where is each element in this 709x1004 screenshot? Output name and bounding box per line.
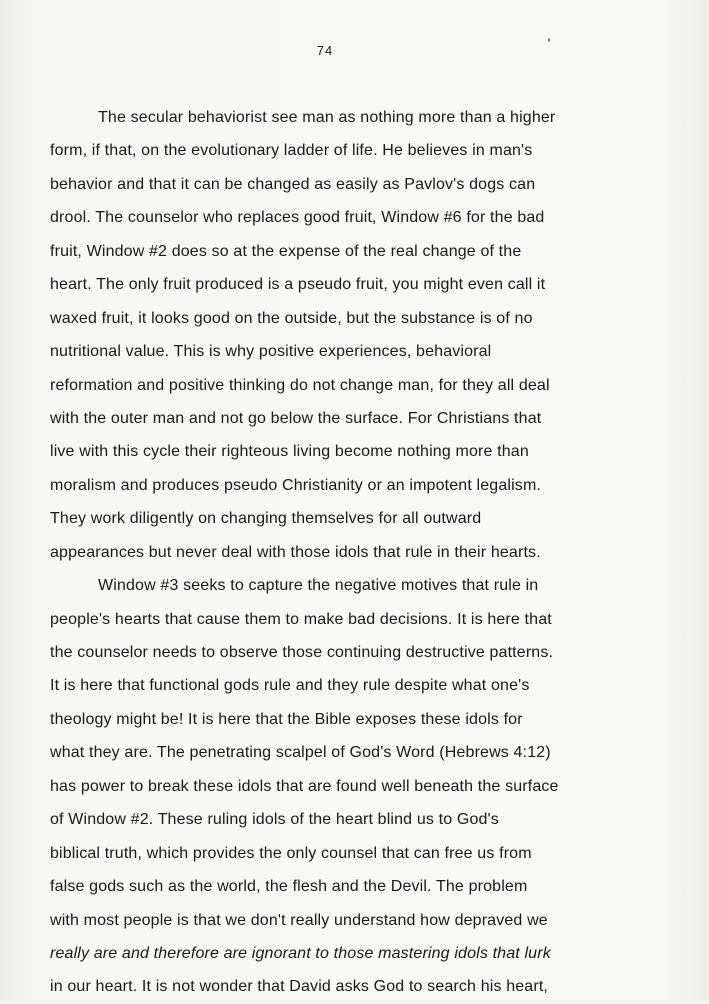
- paragraph-line: fruit, Window #2 does so at the expense of the real change of the: [50, 242, 522, 260]
- paragraph-line: with the outer man and not go below the surface. For Christians that: [50, 409, 542, 427]
- paragraph-line: It is here that functional gods rule and they rule despite what one's: [50, 677, 530, 695]
- paragraph-line: in our heart. It is not wonder that David asks God to search his heart,: [50, 978, 549, 996]
- paragraph-line: biblical truth, which provides the only counsel that can free us from: [50, 844, 532, 862]
- paragraph-line: The secular behaviorist see man as nothing more than a higher: [98, 109, 556, 126]
- paragraph-line: behavior and that it can be changed as easily as Pavlov's dogs can: [50, 175, 536, 193]
- paragraph-line: waxed fruit, it looks good on the outside, but the substance is of no: [50, 309, 533, 327]
- paragraph-line: Window #3 seeks to capture the negative motives that rule in: [98, 577, 539, 595]
- paragraph-line: people's hearts that cause them to make bad decisions. It is here that: [50, 610, 552, 628]
- paragraph-line: of Window #2. These ruling idols of the heart blind us to God's: [50, 811, 499, 829]
- paragraph-line: They work diligently on changing themselves for all outward: [50, 510, 482, 528]
- paragraph-line: really are and therefore are ignorant to those mastering idols that lurk: [50, 944, 551, 962]
- paragraph-line: the counselor needs to observe those continuing destructive patterns.: [50, 644, 554, 661]
- paragraph-line: drool. The counselor who replaces good fruit, Window #6 for the bad: [50, 209, 545, 227]
- paragraph-line: has power to break these idols that are found well beneath the surface: [50, 777, 559, 795]
- paragraph-line: with most people is that we don't really understand how depraved we: [50, 911, 548, 929]
- paragraph-line: moralism and produces pseudo Christianity or an impotent legalism.: [50, 476, 542, 494]
- page-number: 74: [316, 43, 334, 58]
- paragraph-line: live with this cycle their righteous living become nothing more than: [50, 443, 529, 461]
- paragraph-line: appearances but never deal with those idols that rule in their hearts.: [50, 543, 541, 561]
- paragraph-line: heart. The only fruit produced is a pseudo fruit, you might even call it: [50, 276, 546, 294]
- scan-speck: [548, 38, 550, 42]
- paragraph-line: theology might be! It is here that the Bible exposes these idols for: [50, 710, 523, 728]
- paragraph-line: form, if that, on the evolutionary ladder of life. He believes in man's: [50, 142, 533, 160]
- body-text: [50, 101, 662, 1004]
- paragraph-line: false gods such as the world, the flesh and the Devil. The problem: [50, 878, 528, 896]
- paragraph-line: reformation and positive thinking do not change man, for they all deal: [50, 376, 550, 394]
- paragraph-line: nutritional value. This is why positive experiences, behavioral: [50, 343, 492, 361]
- paragraph-line: what they are. The penetrating scalpel of God's Word (Hebrews 4:12): [50, 744, 551, 762]
